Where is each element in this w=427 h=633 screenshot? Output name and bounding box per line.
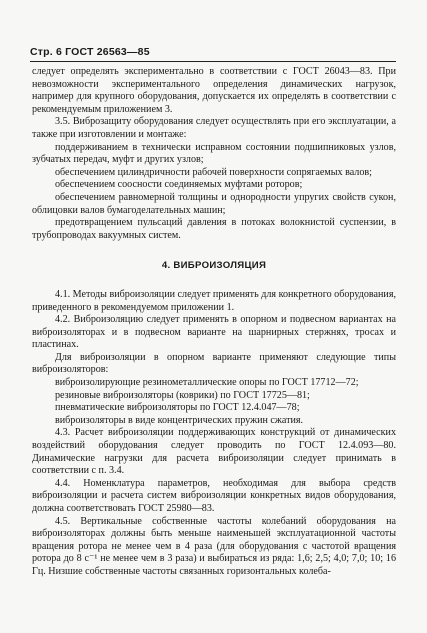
list-item-springs: виброизоляторы в виде концентрических пружин сжатия. [55,414,304,426]
paragraph-4-2: 4.2. Виброизоляцию следует применять в опорном и подвесном вариантах на виброизоляторах и в подвесном варианте на шарнирных стержнях, тросах и пластинах. [32,314,396,351]
paragraph-isolator-types: Для виброизоляции в опорном варианте применяют следующие типы виброизоляторов: [32,351,396,376]
list-item-pneumatic: пневматические виброизоляторы по ГОСТ 12.4.047—78; [55,402,300,414]
paragraph-4-3: 4.3. Расчет виброизоляции поддерживающих конструкций от динамических воздействий оборудования следует проводить по ГОСТ 12.4.093—80. Динамические нагрузки для расчета виброизоляции следует принимать в соответствии с п. 3.4. [32,427,396,477]
list-item-shafts: обеспечением цилиндричности рабочей поверхности сопрягаемых валов; [55,166,372,178]
list-item-rubber-metal: виброизолирующие резинометаллические опоры по ГОСТ 17712—72; [55,377,359,389]
list-item-pulsations: предотвращением пульсаций давления в потоках волокнистой суспензии, в трубопроводах вакуумных систем. [32,217,396,241]
paragraph-4-1: 4.1. Методы виброизоляции следует применять для конкретного оборудования, приведенного в рекомендуемом приложении 1. [32,288,396,313]
list-item-felts: обеспечением равномерной толщины и однородности упругих свойств сукон, облицовки валов бумагоделательных машин; [32,191,396,216]
paragraph-4-4: 4.4. Номенклатура параметров, необходимая для выбора средств виброизоляции и расчета систем виброизоляции конкретных видов оборудования, должна соответствовать ГОСТ 25980—83. [32,477,396,514]
section-heading: 4. ВИБРОИЗОЛЯЦИЯ [161,260,267,272]
paragraph-3-5: 3.5. Виброзащиту оборудования следует осуществлять при его эксплуатации, а также при изготовлении и монтаже: [32,116,396,140]
list-item-bearings: поддерживанием в технически исправном состоянии подшипниковых узлов, зубчатых передач, муфт и других узлов; [32,141,396,166]
header-divider [30,61,396,62]
page-header: Стр. 6 ГОСТ 26563—85 [30,46,150,58]
paragraph-continuation: следует определять экспериментально в соответствии с ГОСТ 26043—83. При невозможности экспериментального определения динамических нагрузок, например для крупного оборудования, допускается их определять в соответствии с рекомендуемым приложением 3. [32,66,396,115]
list-item-alignment: обеспечением соосности соединяемых муфтами роторов; [55,179,303,191]
paragraph-4-5: 4.5. Вертикальные собственные частоты колебаний оборудования на виброизоляторах должны быть меньше наименьшей эксплуатационной частоты вращения ротора не менее чем в 4 раза (для оборудования с частотой вращения ротора до 8 с⁻¹ не менее чем в 3 раза) и выбираться из ряда: 1,6; 2,5; 4,0; 7,0; 10; 16 Гц. Низшие собственные частоты связанных горизонтальных колеба- [32,515,396,577]
document-body [32,66,396,579]
list-item-rubber-mats: резиновые виброизоляторы (коврики) по ГОСТ 17725—81; [55,389,310,401]
